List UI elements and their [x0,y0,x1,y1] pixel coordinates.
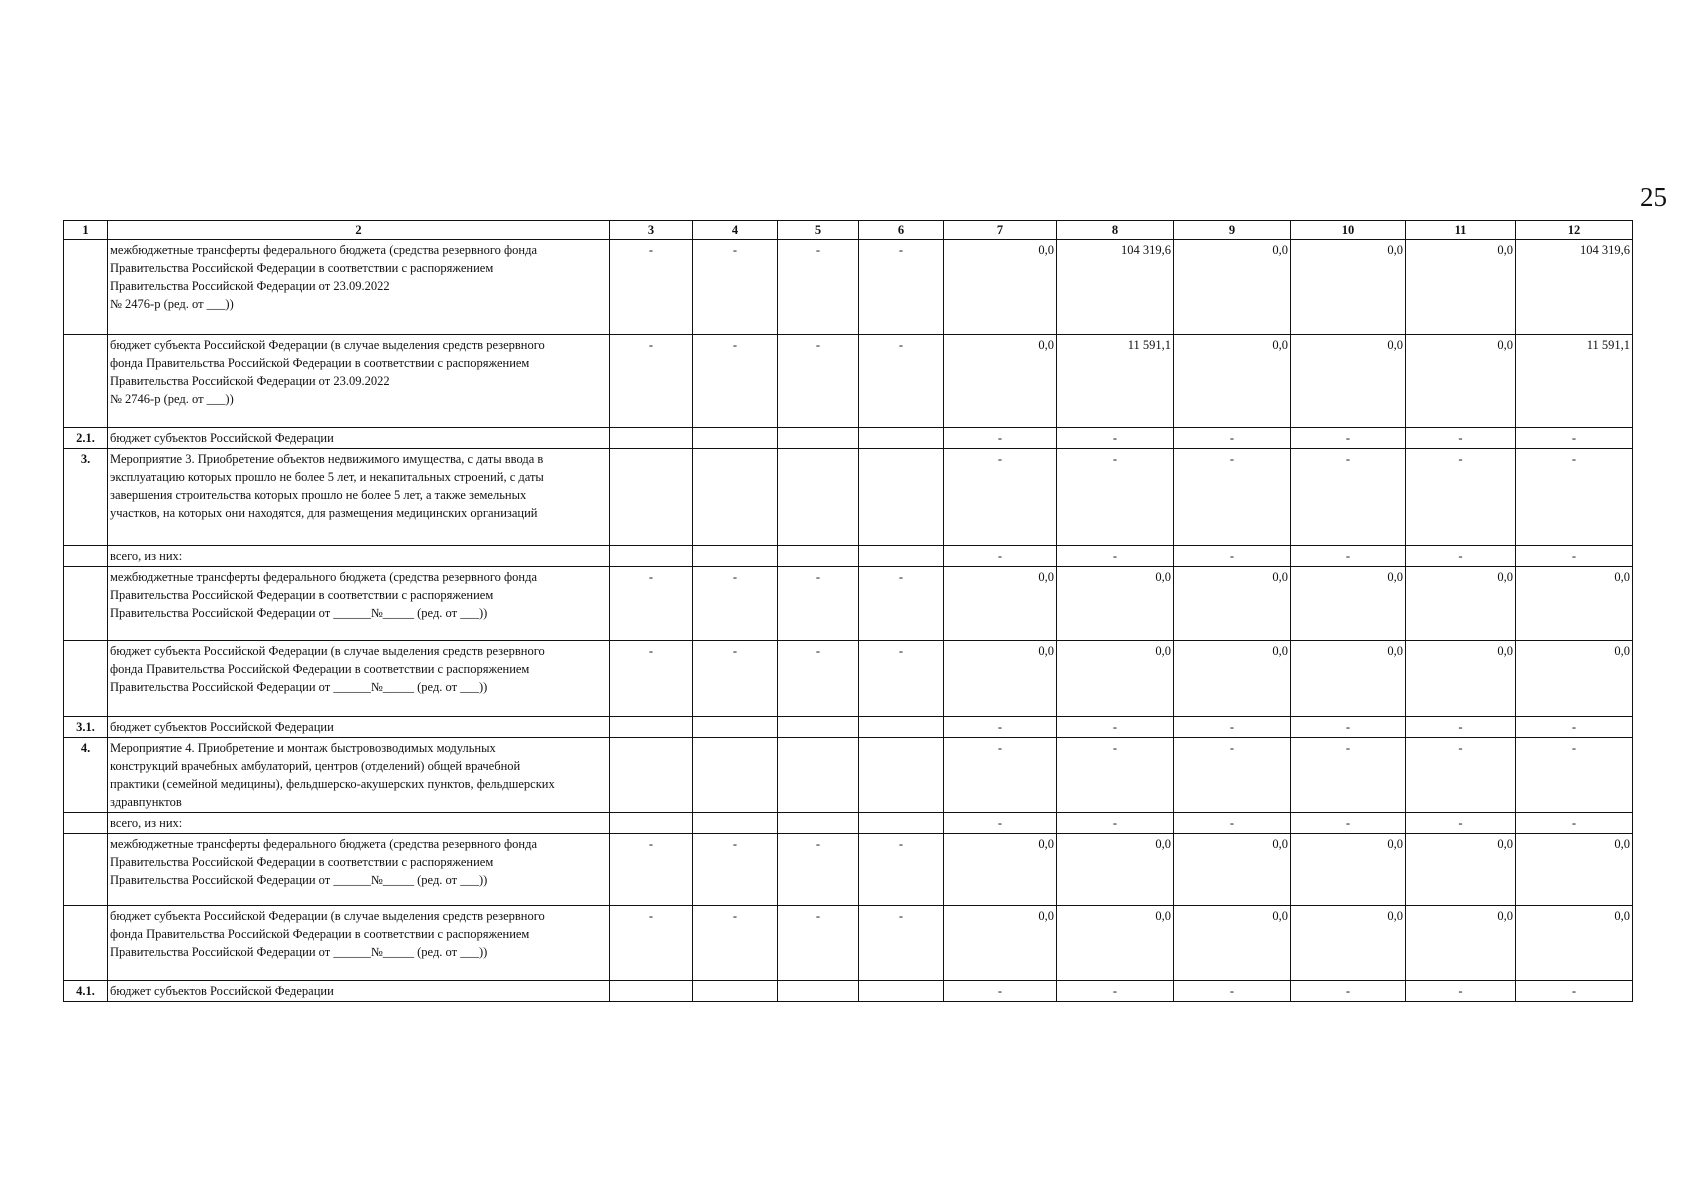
value-cell-c7: - [944,717,1057,738]
header-cell: 6 [859,221,944,240]
value-cell-c11: - [1406,428,1516,449]
value-cell-c12: - [1516,717,1633,738]
value-cell-c7: - [944,813,1057,834]
value-cell-c11: 0,0 [1406,335,1516,428]
value-cell-c9: - [1174,717,1291,738]
value-cell-c6 [859,428,944,449]
value-cell-c4 [693,428,778,449]
value-cell-c4 [693,738,778,813]
table-row [64,834,1633,906]
value-cell-c5 [778,717,859,738]
row-number-cell: 2.1. [64,428,108,449]
value-cell-c8: - [1057,738,1174,813]
value-cell-c4: - [693,641,778,717]
value-cell-c6 [859,738,944,813]
value-cell-c10: - [1291,813,1406,834]
value-cell-c8: - [1057,717,1174,738]
value-cell-c12: - [1516,738,1633,813]
value-cell-c6: - [859,240,944,335]
value-cell-c7: 0,0 [944,240,1057,335]
value-cell-c3: - [610,335,693,428]
value-cell-c5 [778,981,859,1002]
value-cell-c10: - [1291,738,1406,813]
header-cell: 2 [108,221,610,240]
row-description-cell: бюджет субъекта Российской Федерации (в случае выделения средств резервного фонда Правительства Российской Федерации в соответствии с распоряжением Правительства Российской Федерации от ______№_____ (ред. от ___)) [108,641,610,717]
value-cell-c10: - [1291,449,1406,546]
value-cell-c3 [610,717,693,738]
value-cell-c11: 0,0 [1406,567,1516,641]
value-cell-c10: 0,0 [1291,906,1406,981]
value-cell-c11: - [1406,717,1516,738]
value-cell-c7: 0,0 [944,335,1057,428]
value-cell-c6 [859,546,944,567]
header-row [64,221,1633,240]
value-cell-c5 [778,428,859,449]
value-cell-c12: 0,0 [1516,567,1633,641]
table-row [64,981,1633,1002]
row-description-cell: всего, из них: [108,546,610,567]
table-row [64,567,1633,641]
value-cell-c7: - [944,981,1057,1002]
header-cell: 12 [1516,221,1633,240]
value-cell-c12: - [1516,428,1633,449]
header-cell: 1 [64,221,108,240]
value-cell-c9: 0,0 [1174,567,1291,641]
row-number-cell: 3.1. [64,717,108,738]
value-cell-c8: - [1057,428,1174,449]
budget-table [63,220,1633,1002]
value-cell-c7: 0,0 [944,641,1057,717]
row-number-cell: 4. [64,738,108,813]
row-number-cell [64,813,108,834]
header-cell: 9 [1174,221,1291,240]
header-cell: 11 [1406,221,1516,240]
value-cell-c5: - [778,240,859,335]
table-row [64,240,1633,335]
row-number-cell [64,546,108,567]
row-description-cell: межбюджетные трансферты федерального бюджета (средства резервного фонда Правительства Российской Федерации в соответствии с распоряжением Правительства Российской Федерации от ______№_____ (ред. от ___)) [108,567,610,641]
value-cell-c7: - [944,428,1057,449]
value-cell-c5: - [778,641,859,717]
value-cell-c12: 0,0 [1516,906,1633,981]
value-cell-c11: - [1406,738,1516,813]
value-cell-c3: - [610,906,693,981]
row-description-cell: межбюджетные трансферты федерального бюджета (средства резервного фонда Правительства Российской Федерации в соответствии с распоряжением Правительства Российской Федерации от ______№_____ (ред. от ___)) [108,834,610,906]
header-cell: 3 [610,221,693,240]
value-cell-c10: 0,0 [1291,641,1406,717]
value-cell-c4 [693,546,778,567]
value-cell-c9: - [1174,428,1291,449]
value-cell-c6 [859,449,944,546]
value-cell-c12: - [1516,981,1633,1002]
table-row [64,449,1633,546]
value-cell-c3: - [610,567,693,641]
value-cell-c6: - [859,641,944,717]
value-cell-c3 [610,546,693,567]
value-cell-c10: - [1291,717,1406,738]
value-cell-c12: - [1516,449,1633,546]
value-cell-c9: - [1174,449,1291,546]
header-cell: 7 [944,221,1057,240]
value-cell-c7: 0,0 [944,834,1057,906]
value-cell-c10: 0,0 [1291,567,1406,641]
value-cell-c8: 0,0 [1057,641,1174,717]
value-cell-c12: 11 591,1 [1516,335,1633,428]
value-cell-c10: - [1291,981,1406,1002]
row-description-cell: бюджет субъектов Российской Федерации [108,717,610,738]
row-number-cell [64,641,108,717]
table-row [64,813,1633,834]
table-row [64,717,1633,738]
value-cell-c9: - [1174,546,1291,567]
value-cell-c10: - [1291,546,1406,567]
value-cell-c8: 104 319,6 [1057,240,1174,335]
value-cell-c10: 0,0 [1291,834,1406,906]
value-cell-c7: - [944,546,1057,567]
table-row [64,428,1633,449]
value-cell-c5 [778,738,859,813]
value-cell-c12: 0,0 [1516,834,1633,906]
value-cell-c11: 0,0 [1406,906,1516,981]
table-row [64,335,1633,428]
value-cell-c6: - [859,834,944,906]
value-cell-c8: 0,0 [1057,567,1174,641]
value-cell-c11: - [1406,981,1516,1002]
row-description-cell: бюджет субъекта Российской Федерации (в случае выделения средств резервного фонда Правительства Российской Федерации в соответствии с распоряжением Правительства Российской Федерации от ______№_____ (ред. от ___)) [108,906,610,981]
header-cell: 4 [693,221,778,240]
value-cell-c5: - [778,906,859,981]
value-cell-c7: 0,0 [944,906,1057,981]
header-cell: 10 [1291,221,1406,240]
value-cell-c5: - [778,834,859,906]
header-cell: 5 [778,221,859,240]
value-cell-c8: 0,0 [1057,906,1174,981]
value-cell-c8: - [1057,813,1174,834]
value-cell-c4 [693,813,778,834]
row-description-cell: бюджет субъектов Российской Федерации [108,981,610,1002]
value-cell-c7: - [944,449,1057,546]
value-cell-c6: - [859,906,944,981]
value-cell-c3 [610,428,693,449]
value-cell-c10: 0,0 [1291,335,1406,428]
value-cell-c6 [859,717,944,738]
row-number-cell [64,567,108,641]
value-cell-c3 [610,813,693,834]
value-cell-c4: - [693,335,778,428]
value-cell-c4: - [693,834,778,906]
value-cell-c3: - [610,641,693,717]
value-cell-c8: - [1057,546,1174,567]
value-cell-c4 [693,717,778,738]
value-cell-c12: 104 319,6 [1516,240,1633,335]
value-cell-c6: - [859,567,944,641]
value-cell-c11: - [1406,546,1516,567]
value-cell-c11: 0,0 [1406,641,1516,717]
table-row [64,641,1633,717]
value-cell-c11: 0,0 [1406,834,1516,906]
value-cell-c4: - [693,567,778,641]
value-cell-c9: 0,0 [1174,906,1291,981]
value-cell-c10: - [1291,428,1406,449]
value-cell-c9: 0,0 [1174,335,1291,428]
value-cell-c12: 0,0 [1516,641,1633,717]
row-number-cell: 4.1. [64,981,108,1002]
value-cell-c6: - [859,335,944,428]
value-cell-c9: 0,0 [1174,834,1291,906]
value-cell-c5 [778,546,859,567]
row-description-cell: Мероприятие 3. Приобретение объектов недвижимого имущества, с даты ввода в эксплуатацию которых прошло не более 5 лет, и некапитальных строений, с даты завершения строительства которых прошло не более 5 лет, а также земельных участков, на которых они находятся, для размещения медицинских организаций [108,449,610,546]
value-cell-c6 [859,981,944,1002]
value-cell-c7: - [944,738,1057,813]
row-description-cell: межбюджетные трансферты федерального бюджета (средства резервного фонда Правительства Российской Федерации в соответствии с распоряжением Правительства Российской Федерации от 23.09.2022 № 2476-р (ред. от ___)) [108,240,610,335]
row-description-cell: всего, из них: [108,813,610,834]
table-row [64,738,1633,813]
table-row [64,906,1633,981]
value-cell-c11: - [1406,813,1516,834]
value-cell-c5 [778,449,859,546]
value-cell-c4 [693,449,778,546]
row-description-cell: Мероприятие 4. Приобретение и монтаж быстровозводимых модульных конструкций врачебных амбулаторий, центров (отделений) общей врачебной практики (семейной медицины), фельдшерско-акушерских пунктов, фельдшерских здравпунктов [108,738,610,813]
value-cell-c5 [778,813,859,834]
value-cell-c12: - [1516,546,1633,567]
header-cell: 8 [1057,221,1174,240]
value-cell-c9: - [1174,813,1291,834]
value-cell-c12: - [1516,813,1633,834]
value-cell-c5: - [778,335,859,428]
value-cell-c4: - [693,240,778,335]
table-row [64,546,1633,567]
value-cell-c3: - [610,834,693,906]
value-cell-c9: 0,0 [1174,240,1291,335]
value-cell-c8: - [1057,981,1174,1002]
value-cell-c9: - [1174,738,1291,813]
value-cell-c3 [610,981,693,1002]
value-cell-c11: 0,0 [1406,240,1516,335]
row-description-cell: бюджет субъекта Российской Федерации (в случае выделения средств резервного фонда Правительства Российской Федерации в соответствии с распоряжением Правительства Российской Федерации от 23.09.2022 № 2746-р (ред. от ___)) [108,335,610,428]
value-cell-c4 [693,981,778,1002]
row-number-cell [64,906,108,981]
value-cell-c9: 0,0 [1174,641,1291,717]
value-cell-c3 [610,449,693,546]
row-number-cell: 3. [64,449,108,546]
page-number: 25 [1640,182,1667,212]
row-description-cell: бюджет субъектов Российской Федерации [108,428,610,449]
value-cell-c8: 0,0 [1057,834,1174,906]
value-cell-c11: - [1406,449,1516,546]
value-cell-c3: - [610,240,693,335]
row-number-cell [64,240,108,335]
value-cell-c7: 0,0 [944,567,1057,641]
value-cell-c3 [610,738,693,813]
row-number-cell [64,335,108,428]
value-cell-c8: - [1057,449,1174,546]
value-cell-c10: 0,0 [1291,240,1406,335]
value-cell-c5: - [778,567,859,641]
value-cell-c9: - [1174,981,1291,1002]
value-cell-c8: 11 591,1 [1057,335,1174,428]
row-number-cell [64,834,108,906]
value-cell-c6 [859,813,944,834]
value-cell-c4: - [693,906,778,981]
